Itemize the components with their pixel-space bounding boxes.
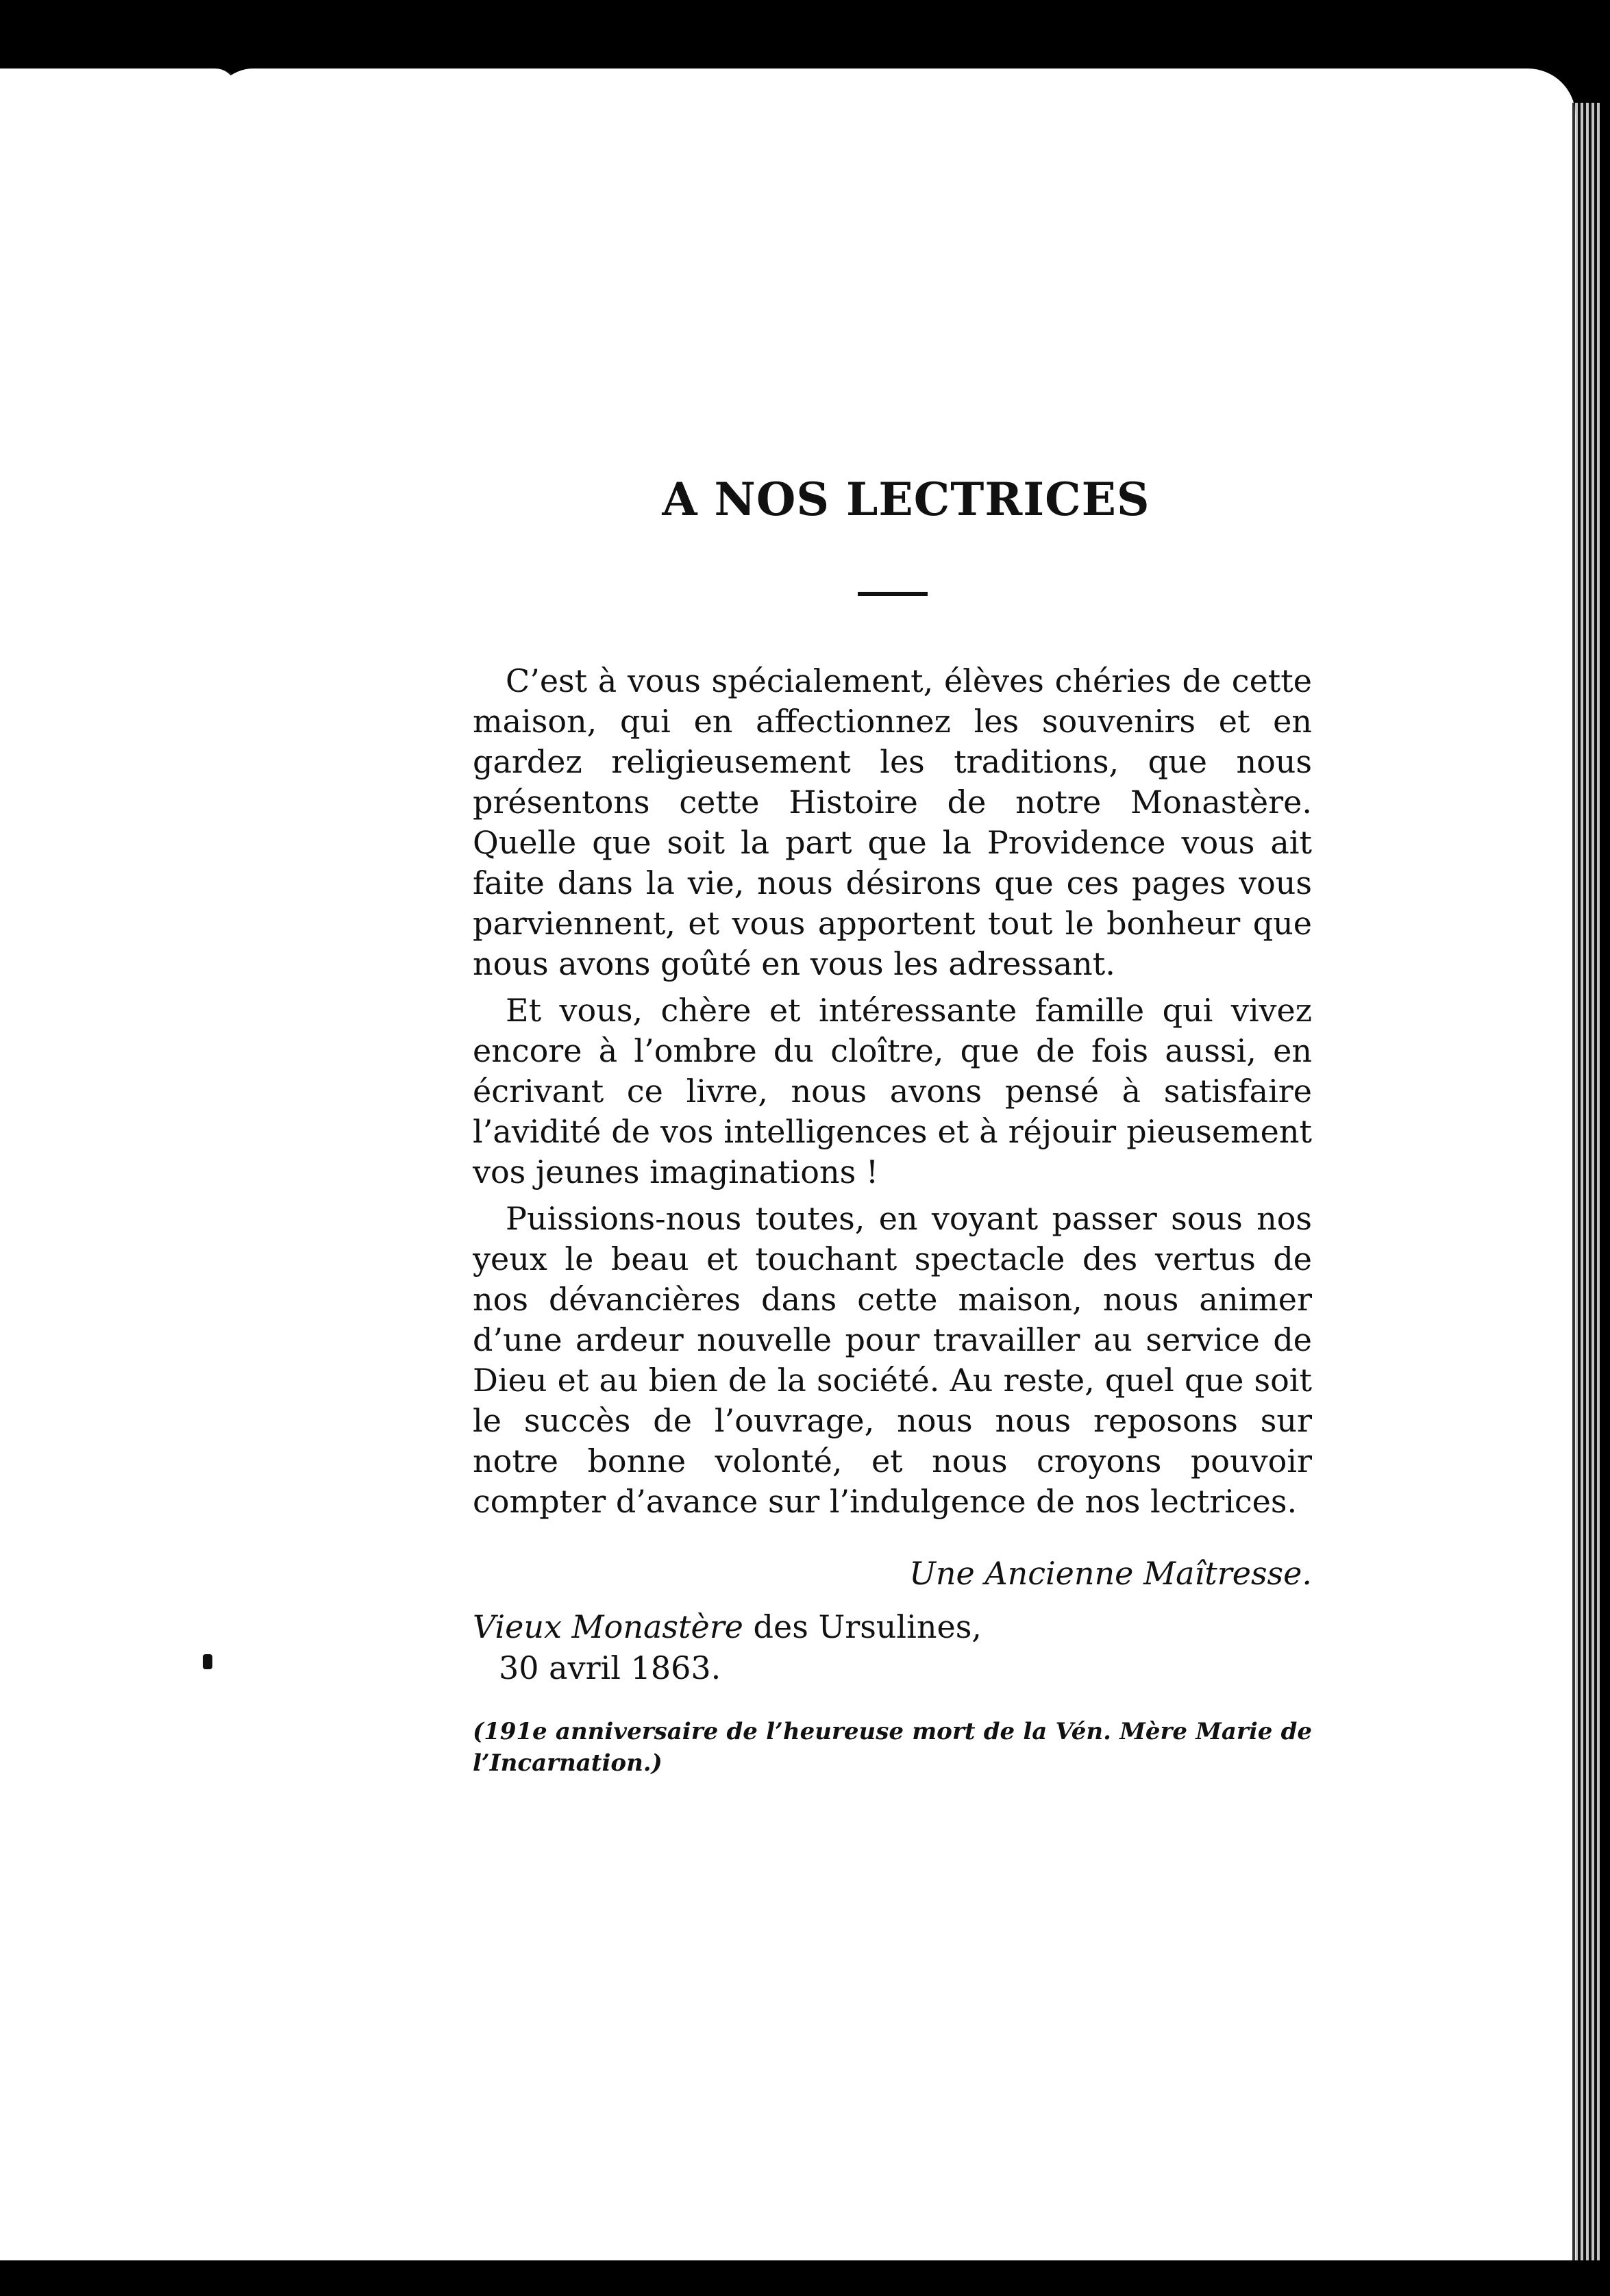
previous-page-edge	[0, 68, 243, 2260]
date-line: 30 avril 1863.	[499, 1649, 721, 1687]
binding-mark	[203, 1654, 212, 1669]
page-title: A NOS LECTRICES	[662, 473, 1150, 526]
place-rest: des Ursulines,	[743, 1608, 982, 1646]
page-content	[473, 438, 1312, 1802]
page-edges	[1572, 103, 1600, 2260]
place-italic: Vieux Monastère	[473, 1608, 743, 1646]
body-text	[473, 661, 1312, 1522]
paragraph-2: Et vous, chère et intéressante famille qui vivez encore à l’ombre du cloître, que de fois aussi, en écrivant ce livre, nous avons pensé à satisfaire l’avidité de vos intelligences et à réjouir pieusement vos jeunes imaginations !	[473, 992, 1312, 1191]
paragraph-3: Puissions-nous toutes, en voyant passer sous nos yeux le beau et touchant spectacle des vertus de nos dévancières dans cette maison, nous animer d’une ardeur nouvelle pour travailler au service de Dieu et au bien de la société. Au reste, quel que soit le succès de l’ouvrage, nous nous reposons sur notre bonne volonté, et nous croyons pouvoir compter d’avance sur l’indulgence de nos lectrices.	[473, 1200, 1312, 1521]
signature: Une Ancienne Maîtresse.	[909, 1555, 1312, 1593]
title-rule	[858, 592, 928, 596]
paragraph-1: C’est à vous spécialement, élèves chéries de cette maison, qui en affectionnez les souvenirs et en gardez religieusement les traditions, que nous présentons cette Histoire de notre Monastère. Quelle que soit la part que la Providence vous ait faite dans la vie, nous désirons que ces pages vous parviennent, et vous apportent tout le bonheur que nous avons goûté en vous les adressant.	[473, 662, 1312, 983]
footnote: (191e anniversaire de l’heureuse mort de la Vén. Mère Marie de l’Incarnation.)	[473, 1718, 1312, 1777]
place-line	[473, 1606, 1312, 1647]
